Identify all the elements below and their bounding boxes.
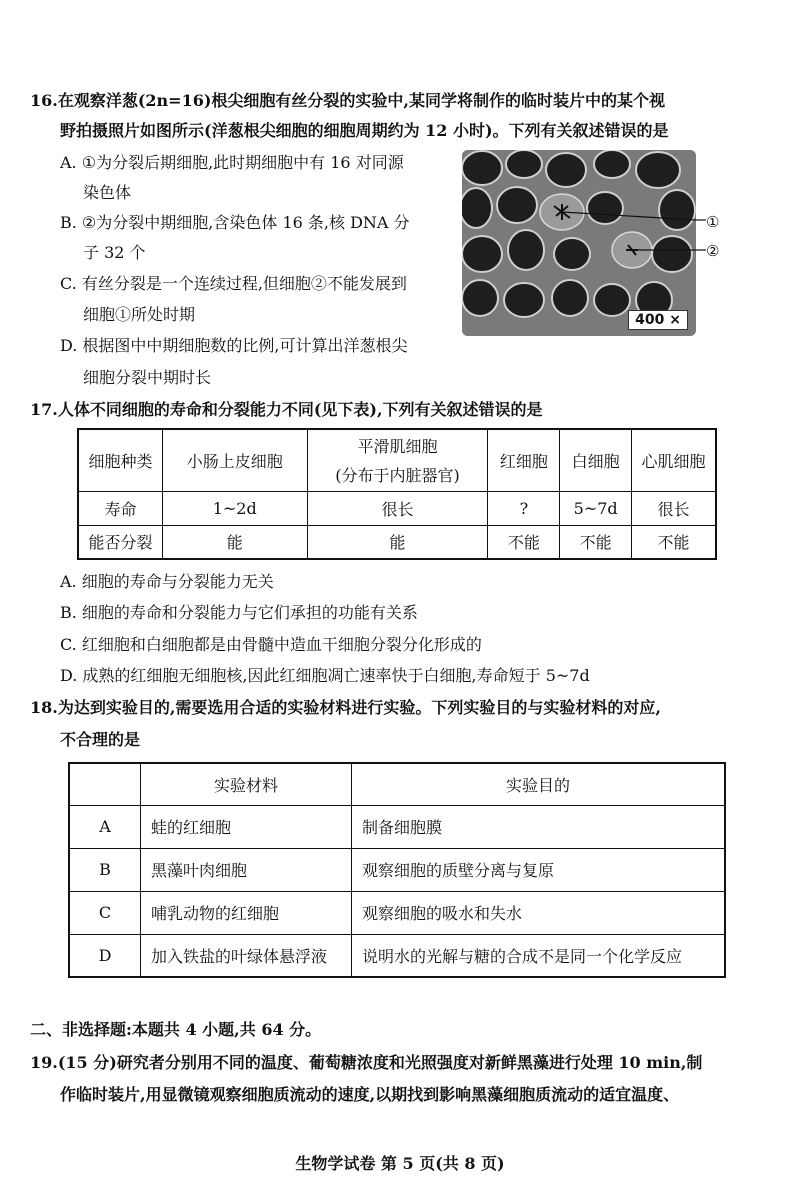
cell-div-label: 能否分裂	[78, 525, 162, 559]
cell-life-cardiac: 很长	[632, 491, 716, 525]
page-footer: 生物学试卷 第 5 页(共 8 页)	[295, 1154, 505, 1173]
row-a-label: A	[69, 805, 141, 848]
header-blank	[69, 763, 141, 805]
cell-life-red: ?	[488, 491, 560, 525]
q16-stem-line2: 野拍摄照片如图所示(洋葱根尖细胞的细胞周期约为 12 小时)。下列有关叙述错误的是	[60, 121, 669, 140]
q19-stem-line2: 作临时装片,用显微镜观察细胞质流动的速度,以期找到影响黑藻细胞质流动的适宜温度、	[60, 1085, 680, 1104]
q16-option-b-line2: 子 32 个	[83, 243, 146, 262]
q16-option-b-line1: B. ②为分裂中期细胞,含染色体 16 条,核 DNA 分	[60, 213, 410, 232]
header-red-blood-cell: 红细胞	[488, 429, 560, 491]
onion-root-tip-micrograph	[462, 150, 696, 336]
table-row	[69, 891, 725, 934]
cell-life-intestinal: 1~2d	[162, 491, 307, 525]
q16-option-c-line2: 细胞①所处时期	[83, 305, 196, 324]
q17-stem: 17.人体不同细胞的寿命和分裂能力不同(见下表),下列有关叙述错误的是	[30, 400, 543, 419]
table-header-row	[78, 429, 716, 491]
q16-option-c-line1: C. 有丝分裂是一个连续过程,但细胞②不能发展到	[60, 274, 407, 293]
row-c-purpose: 观察细胞的吸水和失水	[352, 891, 726, 934]
row-d-purpose: 说明水的光解与糖的合成不是同一个化学反应	[352, 934, 726, 977]
row-b-purpose: 观察细胞的质壁分离与复原	[352, 848, 726, 891]
q17-option-b: B. 细胞的寿命和分裂能力与它们承担的功能有关系	[60, 603, 418, 622]
cell-life-white: 5~7d	[560, 491, 632, 525]
cell-div-red: 不能	[488, 525, 560, 559]
row-a-purpose: 制备细胞膜	[352, 805, 726, 848]
cell-life-smooth: 很长	[307, 491, 488, 525]
table-row	[69, 848, 725, 891]
marker-leader-lines	[696, 218, 708, 252]
header-smooth-muscle-name: 平滑肌细胞	[357, 437, 438, 457]
table-header-row	[69, 763, 725, 805]
q18-stem-line2: 不合理的是	[60, 730, 141, 749]
row-d-material: 加入铁盐的叶绿体悬浮液	[141, 934, 352, 977]
cell-lifespan-table	[77, 428, 717, 560]
q16-option-a-line2: 染色体	[83, 183, 132, 202]
cell-div-cardiac: 不能	[632, 525, 716, 559]
header-smooth-muscle	[307, 429, 488, 491]
header-purpose: 实验目的	[352, 763, 726, 805]
row-b-label: B	[69, 848, 141, 891]
experiment-materials-table	[68, 762, 726, 978]
marker-cell-2: ②	[706, 242, 720, 260]
table-row-division	[78, 525, 716, 559]
row-d-label: D	[69, 934, 141, 977]
header-material: 实验材料	[141, 763, 352, 805]
cell-div-white: 不能	[560, 525, 632, 559]
marker-cell-1: ①	[706, 213, 720, 231]
header-cardiac-muscle: 心肌细胞	[632, 429, 716, 491]
header-cell-type: 细胞种类	[78, 429, 162, 491]
q17-option-a: A. 细胞的寿命与分裂能力无关	[60, 572, 274, 591]
row-c-material: 哺乳动物的红细胞	[141, 891, 352, 934]
header-intestinal-epithelial: 小肠上皮细胞	[162, 429, 307, 491]
q16-option-a-line1: A. ①为分裂后期细胞,此时期细胞中有 16 对同源	[60, 153, 404, 172]
q19-stem-line1: 19.(15 分)研究者分别用不同的温度、葡萄糖浓度和光照强度对新鲜黑藻进行处理 10 min,制	[30, 1053, 703, 1072]
q18-stem-line1: 18.为达到实验目的,需要选用合适的实验材料进行实验。下列实验目的与实验材料的对应,	[30, 698, 661, 717]
magnification-label: 400 ×	[628, 310, 688, 330]
q16-stem-line1: 16.在观察洋葱(2n=16)根尖细胞有丝分裂的实验中,某同学将制作的临时装片中的某个视	[30, 91, 665, 110]
header-white-blood-cell: 白细胞	[560, 429, 632, 491]
cell-div-intestinal: 能	[162, 525, 307, 559]
row-b-material: 黑藻叶肉细胞	[141, 848, 352, 891]
table-row	[69, 805, 725, 848]
q17-option-c: C. 红细胞和白细胞都是由骨髓中造血干细胞分裂分化形成的	[60, 635, 482, 654]
cell-life-label: 寿命	[78, 491, 162, 525]
q17-option-d: D. 成熟的红细胞无细胞核,因此红细胞凋亡速率快于白细胞,寿命短于 5~7d	[60, 666, 590, 685]
row-c-label: C	[69, 891, 141, 934]
cell-div-smooth: 能	[307, 525, 488, 559]
q16-option-d-line2: 细胞分裂中期时长	[83, 368, 212, 387]
header-smooth-muscle-note: (分布于内脏器官)	[335, 466, 460, 486]
table-row	[69, 934, 725, 977]
row-a-material: 蛙的红细胞	[141, 805, 352, 848]
section-2-heading: 二、非选择题:本题共 4 小题,共 64 分。	[30, 1020, 322, 1039]
micrograph-image	[462, 150, 696, 336]
table-row-lifespan	[78, 491, 716, 525]
q16-option-d-line1: D. 根据图中中期细胞数的比例,可计算出洋葱根尖	[60, 336, 408, 355]
